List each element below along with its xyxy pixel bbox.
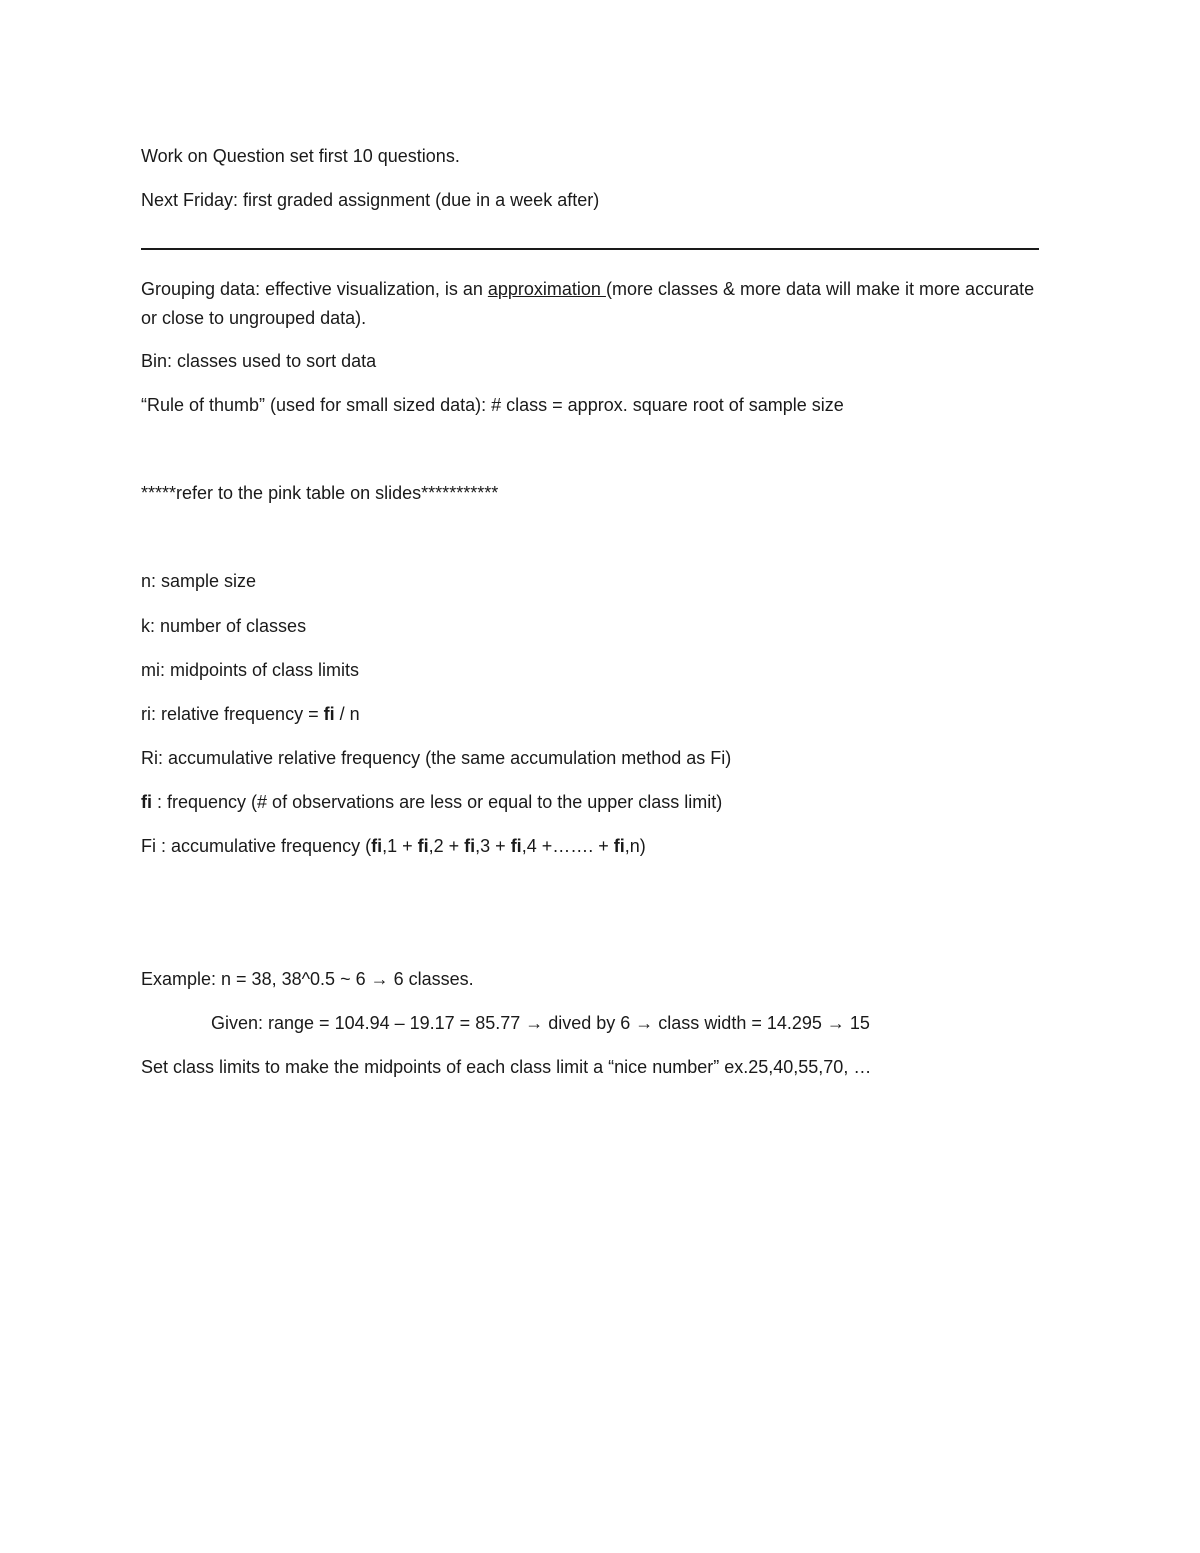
horizontal-rule — [141, 248, 1039, 250]
text-line-question-set: Work on Question set first 10 questions. — [141, 146, 460, 166]
example-line-2: Given: range = 104.94 – 19.17 = 85.77 → dived by 6 → class width = 14.295 → 15 — [211, 1013, 870, 1033]
Fi-term-1: fi — [371, 836, 383, 856]
Fi-prefix: Fi : accumulative frequency ( — [141, 836, 372, 856]
Fi-term-2: fi — [417, 836, 429, 856]
Fi-term-5: fi — [613, 836, 625, 856]
definition-fi — [141, 791, 722, 813]
grouping-lead: Grouping data: effective visualization, is an — [141, 279, 488, 299]
text-line-rule-of-thumb: “Rule of thumb” (used for small sized data): # class = approx. square root of sample size — [141, 395, 844, 415]
fi-bold: fi — [141, 792, 152, 812]
definition-ri — [141, 703, 360, 725]
grouping-underlined-term: approximation — [487, 279, 606, 299]
paragraph-grouping-data — [141, 275, 1051, 333]
text-line-refer-pink-table: *****refer to the pink table on slides*********** — [141, 483, 499, 503]
fi-rest: : frequency (# of observations are less or equal to the upper class limit) — [152, 792, 723, 812]
ri-fi-bold: fi — [323, 704, 335, 724]
definition-k: k: number of classes — [141, 616, 307, 636]
definition-mi: mi: midpoints of class limits — [141, 660, 360, 680]
Fi-text-1: ,1 + — [382, 836, 418, 856]
example-line-3: Set class limits to make the midpoints of each class limit a “nice number” ex.25,40,55,70, … — [141, 1057, 872, 1077]
Fi-term-3: fi — [464, 836, 476, 856]
text-line-bin: Bin: classes used to sort data — [141, 351, 377, 371]
ri-suffix: / n — [334, 704, 360, 724]
ri-prefix: ri: relative frequency = — [141, 704, 324, 724]
definition-Ri: Ri: accumulative relative frequency (the same accumulation method as Fi) — [141, 748, 732, 768]
example-line-1: Example: n = 38, 38^0.5 ~ 6 → 6 classes. — [141, 969, 474, 989]
definition-Fi — [141, 835, 646, 857]
Fi-term-4: fi — [510, 836, 522, 856]
Fi-text-2: ,2 + — [428, 836, 465, 856]
Fi-text-4: ,4 +……. + — [521, 836, 614, 856]
Fi-text-5: ,n) — [624, 836, 646, 856]
Fi-text-3: ,3 + — [475, 836, 511, 856]
text-line-next-friday: Next Friday: first graded assignment (due in a week after) — [141, 190, 600, 210]
grouping-rest: (more classes & more data will make it more accurate or close to ungrouped data). — [141, 279, 1035, 328]
definition-n: n: sample size — [141, 571, 257, 591]
